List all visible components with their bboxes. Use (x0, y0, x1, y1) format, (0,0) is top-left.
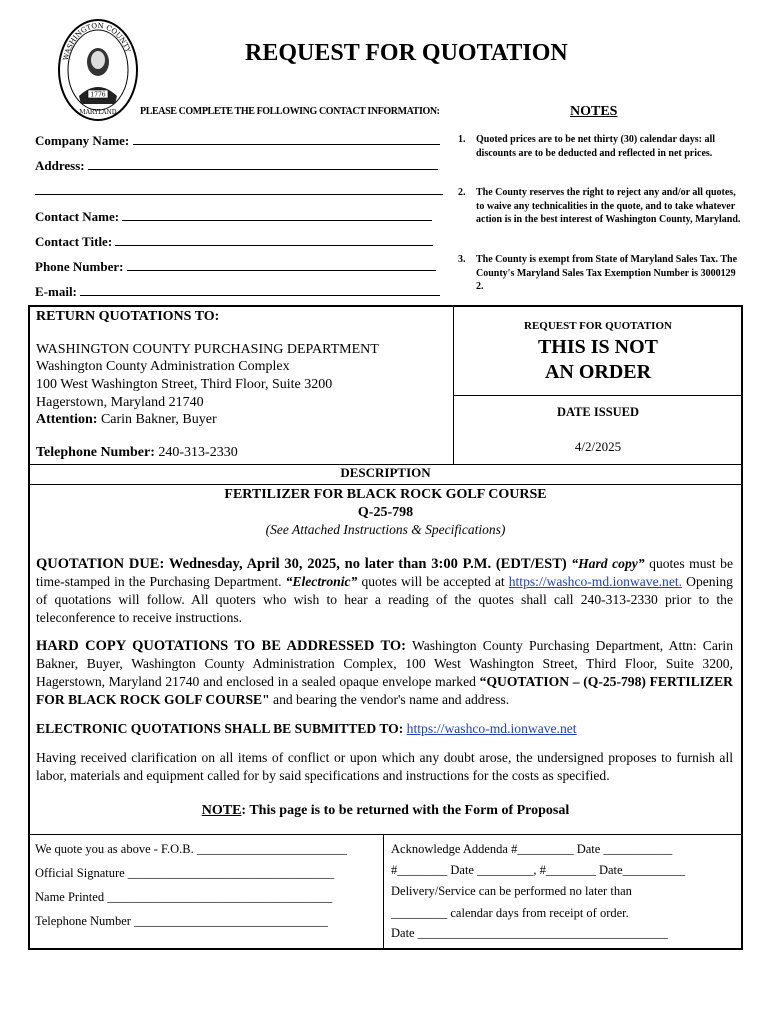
not-order-line-1: THIS IS NOT (537, 336, 659, 358)
note-item: 2. The County reserves the right to reject any and/or all quotes, to waive any technicalities in the quote, and to take whatever action is in the best interest of Washington County, Maryland. (458, 187, 741, 225)
dept-name: WASHINGTON COUNTY PURCHASING DEPARTMENT (36, 342, 379, 357)
not-order-line-2: AN ORDER (544, 361, 652, 383)
svg-text:WASHINGTON COUNTY: WASHINGTON COUNTY (61, 21, 132, 62)
addenda-line-2[interactable]: #________ Date _________, #________ Date__________ (391, 863, 686, 877)
ionwave-link-2[interactable]: https://washco-md.ionwave.net (406, 721, 577, 736)
fob-line[interactable]: We quote you as above - F.O.B. ________________________ (35, 842, 347, 856)
telephone-number-line[interactable]: Telephone Number _______________________________ (35, 914, 328, 928)
address-line-2[interactable] (35, 183, 443, 199)
contact-name-field[interactable]: Contact Name: (35, 209, 432, 225)
clarification-paragraph: Having received clarification on all items of conflict or upon which any doubt arose, the undersigned proposes to furnish all labor, materials and equipment called for by said specifications and instructions for the costs as specified. (36, 750, 733, 783)
addenda-line-1[interactable]: Acknowledge Addenda #_________ Date ___________ (391, 842, 673, 856)
contact-prompt: PLEASE COMPLETE THE FOLLOWING CONTACT INFORMATION: (140, 106, 440, 117)
rfq-label: REQUEST FOR QUOTATION (524, 320, 672, 332)
date-issued-label: DATE ISSUED (556, 405, 640, 419)
note-item: 1. Quoted prices are to be net thirty (30) calendar days: all discounts are to be deducted and reflected in net prices. (458, 134, 716, 159)
telephone-line: Telephone Number: 240-313-2330 (36, 445, 238, 460)
contact-title-field[interactable]: Contact Title: (35, 234, 433, 250)
ionwave-link[interactable]: https://washco-md.ionwave.net. (508, 574, 683, 589)
description-title: FERTILIZER FOR BLACK ROCK GOLF COURSE (224, 487, 547, 502)
delivery-line-2[interactable]: _________ calendar days from receipt of order. (391, 906, 629, 920)
description-label: DESCRIPTION (340, 465, 431, 480)
street-address: 100 West Washington Street, Third Floor, Suite 3200 (36, 377, 333, 392)
return-note: NOTE: This page is to be returned with the Form of Proposal (201, 803, 570, 818)
svg-text:1776: 1776 (90, 91, 106, 99)
page-title: REQUEST FOR QUOTATION (245, 40, 568, 66)
quotation-due-paragraph: QUOTATION DUE: Wednesday, April 30, 2025, no later than 3:00 P.M. (EDT/EST) “Hard copy” quotes must be time-stamped in the Purchasing Department. “Electronic” quotes will be accepted at https://washco-md.ionwave.net. Opening of quotations will follow. All quoters who wish to hear a reading of the quotes shall call 240-313-2330 prior to the teleconference to receive instructions. (36, 556, 733, 625)
note-item: 3. The County is exempt from State of Maryland Sales Tax. The County's Maryland Sales Tax Exemption Number is 3000129 2. (458, 254, 738, 292)
address-field[interactable]: Address: (35, 158, 438, 174)
company-name-field[interactable]: Company Name: (35, 133, 440, 149)
date-line[interactable]: Date ________________________________________ (391, 926, 668, 940)
official-signature-line[interactable]: Official Signature _________________________________ (35, 866, 335, 880)
delivery-line-1: Delivery/Service can be performed no later than (391, 884, 632, 898)
notes-heading: NOTES (570, 104, 618, 119)
attention-line: Attention: Carin Bakner, Buyer (36, 412, 217, 427)
email-field[interactable]: E-mail: (35, 284, 440, 300)
quotation-number: Q-25-798 (357, 505, 414, 520)
svg-text:MARYLAND: MARYLAND (79, 109, 117, 116)
city-address: Hagerstown, Maryland 21740 (36, 395, 204, 410)
name-printed-line[interactable]: Name Printed ____________________________________ (35, 890, 333, 904)
county-seal (57, 18, 139, 122)
date-issued: 4/2/2025 (574, 439, 622, 454)
phone-number-field[interactable]: Phone Number: (35, 259, 436, 275)
complex-name: Washington County Administration Complex (36, 359, 290, 374)
see-attached: (See Attached Instructions & Specifications) (265, 522, 506, 537)
return-heading: RETURN QUOTATIONS TO: (36, 309, 220, 324)
hard-copy-paragraph: HARD COPY QUOTATIONS TO BE ADDRESSED TO: Washington County Purchasing Department, Attn: Carin Bakner, Buyer, Washington County Administration Complex, 100 West Washington Street, Third Floor, Suite 3200, Hagerstown, Maryland 21740 and enclosed in a sealed opaque envelope marked “QUOTATION – (Q-25-798) FERTILIZER FOR BLACK ROCK GOLF COURSE" and bearing the vendor's name and address. (36, 638, 734, 707)
electronic-paragraph: ELECTRONIC QUOTATIONS SHALL BE SUBMITTED TO: https://washco-md.ionwave.net (36, 721, 577, 736)
